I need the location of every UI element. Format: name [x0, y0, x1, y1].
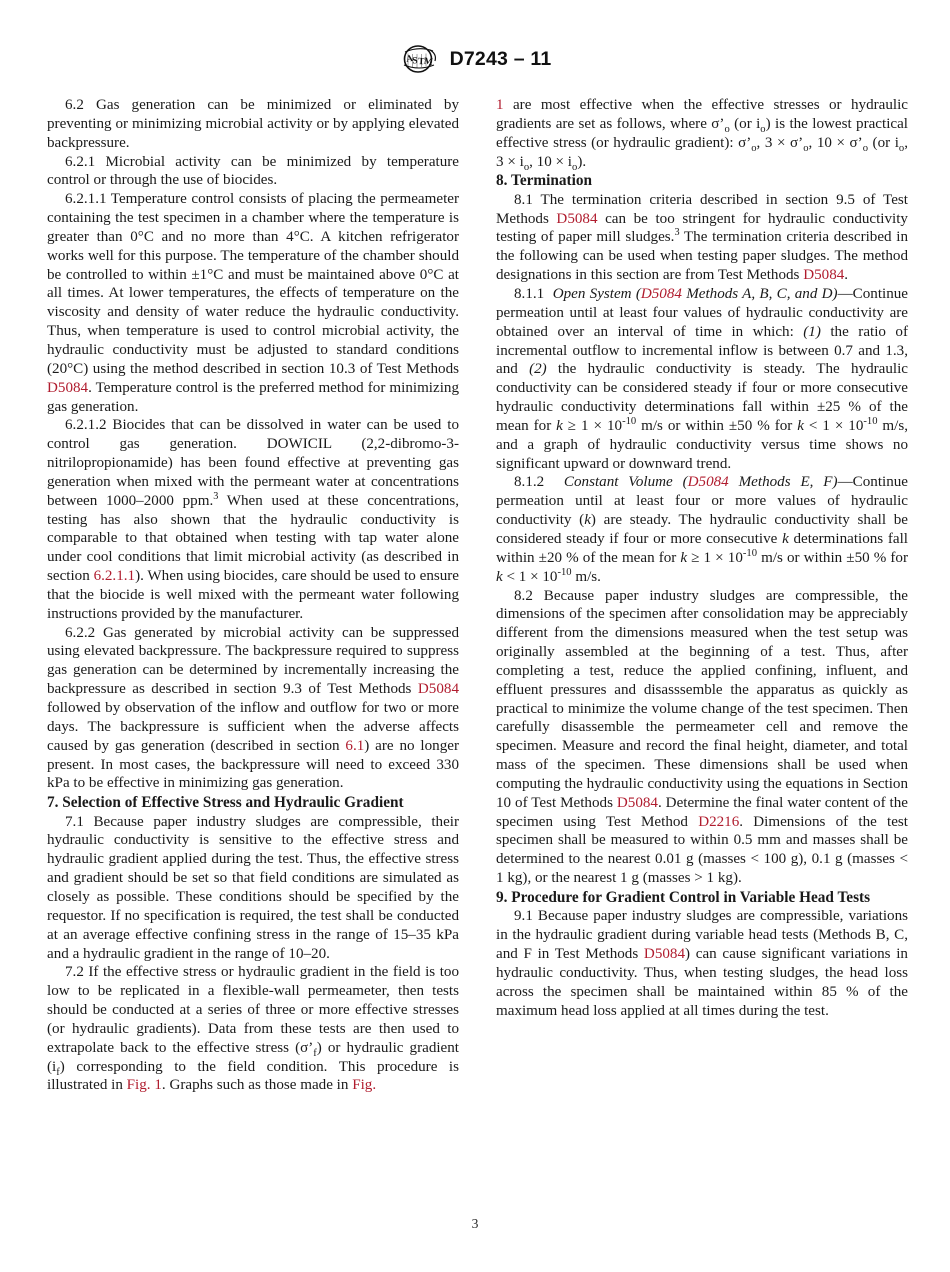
subscript-o: o: [751, 142, 757, 154]
paragraph-8-1-1-label-2: Methods A, B, C, and D): [681, 286, 838, 302]
paragraph-6-2-1-1: [47, 190, 459, 416]
subscript-f: f: [56, 1066, 60, 1078]
paragraph-8-1-2-part1: Continue permeation until at least four or more values of hydraulic conductivity (: [496, 474, 908, 529]
reference-link-d5084[interactable]: D5084: [643, 946, 686, 963]
paragraph-6-2-1-text: 6.2.1 Microbial activity can be minimized by temperature control or through the use of biocides.: [47, 153, 459, 189]
reference-link-section-6-1[interactable]: 6.1: [345, 737, 365, 754]
paragraph-9-1-part1: 9.1 Because paper industry sludges are compressible, variations in the hydraulic gradient during variable head tests (Methods B, C, and F in Test Methods: [496, 908, 908, 963]
paragraph-8-1-1-part5: m/s or within ±50 % for: [636, 417, 798, 434]
body-columns: [47, 96, 908, 1095]
paragraph-8-1-2-part5: m/s or within ±50 % for: [757, 549, 908, 566]
subscript-o: o: [862, 142, 868, 154]
reference-link-fig[interactable]: Fig.: [352, 1077, 377, 1094]
variable-k: k: [782, 530, 789, 547]
paragraph-8-1-1-part6: < 1 × 10: [803, 417, 864, 434]
page-footer: [0, 1216, 950, 1232]
paragraph-8-1-part4: .: [844, 267, 849, 284]
variable-k: k: [797, 417, 804, 434]
left-column: [47, 96, 459, 1095]
paragraph-8-1-2: [496, 473, 908, 586]
reference-link-d5084[interactable]: D5084: [47, 379, 89, 396]
paragraph-7-1: [47, 813, 459, 964]
paragraph-8-1-2-part4: ≥ 1 × 10: [687, 549, 743, 566]
reference-link-d5084[interactable]: D5084: [803, 267, 845, 284]
reference-link-d5084[interactable]: D5084: [616, 794, 658, 811]
page-number: 3: [471, 1216, 479, 1231]
variable-k: k: [680, 549, 688, 566]
section-heading-9: 9. Procedure for Gradient Control in Variable Head Tests: [496, 889, 871, 906]
paragraph-6-2-1-2-part1: 6.2.1.2 Biocides that can be dissolved in water can be used to control gas generation. DOWICIL (2,2-dibromo-3-nitrilopropionamide) has been found effective at preventing gas generation when mixed with the permeant water at concentrations between 1000–2000 ppm.: [47, 417, 459, 509]
reference-link-d2216[interactable]: D2216: [698, 813, 740, 830]
subscript-o: o: [803, 142, 809, 154]
reference-link-d5084[interactable]: D5084: [687, 474, 729, 491]
reference-link-section-6-2-1-1[interactable]: 6.2.1.1: [93, 568, 136, 585]
exponent-minus-10: -10: [742, 547, 757, 559]
paragraph-8-1-1-item-1: (1): [803, 323, 821, 340]
paragraph-8-1-1-item-2: (2): [529, 361, 547, 378]
paragraph-8-1-1-part2: the ratio of incremental outflow to incremental inflow is between 0.7 and 1.3, and: [496, 323, 909, 378]
reference-link-fig-1-carryover[interactable]: 1: [496, 97, 504, 113]
right-column: [496, 96, 908, 1095]
paragraph-7-2-cont-part4: , 3 × σ’: [756, 134, 804, 151]
subscript-o: o: [760, 123, 766, 135]
paragraph-8-1-2-part7: m/s.: [571, 568, 601, 585]
paragraph-6-2-2: [47, 624, 459, 794]
paragraph-9-1-part2: ) can cause significant variations in hydraulic conductivity. Thus, when testing sludges, the head loss across the specimen shall be maintained within 85 % of the maximum head loss applied at all times during the test.: [496, 946, 908, 1019]
paragraph-8-1-2-dash: —: [837, 474, 853, 491]
reference-link-d5084[interactable]: D5084: [556, 210, 598, 227]
paragraph-9-1: [496, 907, 908, 1020]
subscript-o: o: [572, 161, 578, 173]
paragraph-6-2-2-part2: followed by observation of the inflow and outflow for two or more days. The backpressure is sufficient when the adverse affects caused by gas generation (described in section: [47, 700, 459, 754]
variable-k: k: [584, 512, 591, 529]
reference-link-d5084[interactable]: D5084: [417, 681, 459, 698]
paragraph-8-2-part2: . Determine the final water content of the specimen using Test Method: [496, 794, 908, 830]
paragraph-8-1-1-part4: ≥ 1 × 10: [562, 417, 623, 434]
subscript-o: o: [898, 142, 905, 154]
section-heading-7: 7. Selection of Effective Stress and Hydraulic Gradient: [47, 794, 404, 812]
paragraph-8-1-2-part6: < 1 × 10: [502, 568, 558, 585]
paragraph-7-2-cont-part2: (or i: [729, 115, 761, 132]
paragraph-7-2: [47, 963, 459, 1095]
paragraph-7-2-cont-part1: are most effective when the effective stresses or hydraulic gradients are set as follows, where σ’: [496, 97, 908, 132]
paragraph-6-2-2-part1: 6.2.2 Gas generated by microbial activity can be suppressed using elevated backpressure. The backpressure required to suppress gas generation can be determined by incrementally increasing the backpressure as described in section 9.3 of Test Methods: [47, 624, 459, 698]
subscript-f: f: [313, 1047, 317, 1059]
paragraph-8-2: [496, 587, 908, 889]
paragraph-7-2-part2: ) or hydraulic gradient (i: [47, 1039, 459, 1075]
paragraph-8-1: [496, 191, 908, 285]
paragraph-8-1-2-part2: ) are steady. The hydraulic conductivity shall be considered steady if four or more consecutive: [496, 512, 908, 547]
paragraph-8-1-1-part1: Continue permeation until at least four values of hydraulic conductivity are obtained over an interval of time in which:: [496, 286, 908, 340]
paragraph-7-2-cont-part6: (or i: [868, 134, 899, 151]
paragraph-8-1-1-dash: —: [837, 286, 853, 302]
paragraph-6-2-1-2: [47, 416, 459, 623]
paragraph-6-2-text: 6.2 Gas generation can be minimized or eliminated by preventing or minimizing microbial activity or by applying elevated backpressure.: [47, 97, 459, 151]
svg-text:M: M: [422, 56, 434, 68]
paragraph-8-1-2-part3: determinations fall within ±20 % of the mean for: [496, 530, 908, 566]
subscript-o: o: [523, 161, 530, 173]
paragraph-7-2-part1: 7.2 If the effective stress or hydraulic gradient in the field is too low to be replicated in a flexible-wall permeameter, then tests should be conducted at a series of three or more effective stresses (or hydraulic gradients). Data from these tests are then used to extrapolate back to the effective stress (σ’: [47, 964, 459, 1056]
paragraph-7-2-cont-part9: ).: [577, 153, 587, 170]
paragraph-7-2-cont-part8: , 10 × i: [529, 153, 573, 170]
paragraph-8-1-part3: The termination criteria described in the following can be used when testing paper sludges. The method designations in this section are from Test Methods: [496, 229, 908, 284]
paragraph-6-2-1-2-part3: ). When using biocides, care should be used to ensure that the biocide is well mixed with the permeant water following instructions provided by the manufacturer.: [47, 568, 460, 622]
reference-link-fig-1[interactable]: Fig. 1: [126, 1077, 162, 1094]
svg-text:S: S: [411, 56, 418, 67]
paragraph-7-2-part3: ) corresponding to the field condition. This procedure is illustrated in: [47, 1058, 459, 1094]
paragraph-7-2-cont-part5: , 10 × σ’: [808, 134, 863, 151]
paragraph-8-1-1-part3: the hydraulic conductivity is steady. The hydraulic conductivity can be considered steady if four or more consecutive hydraulic conductivity determinations fall within ±25 % of the mean for: [496, 361, 908, 434]
variable-k: k: [496, 568, 503, 585]
paragraph-8-1-1-prefix: 8.1.1: [514, 286, 545, 302]
exponent-minus-10: -10: [863, 415, 878, 427]
paragraph-8-1-1-label-1: Open System (: [552, 286, 641, 302]
svg-text:T: T: [417, 57, 425, 68]
subscript-o: o: [724, 123, 730, 135]
exponent-minus-10: -10: [622, 415, 637, 427]
paragraph-7-2-cont-part7: , 3 × i: [496, 134, 908, 170]
paragraph-8-2-part1: 8.2 Because paper industry sludges are compressible, the dimensions of the specimen after consolidation may be appreciably different from the dimensions measured when the test setup was originally assembled at the beginning of a test. Thus, after completing a test, reduce the applied confining, influent, and effluent pressures and disasssemble the apparatus as quickly as practical to minimize the volume change of the test specimen. Then carefully disassemble the permeameter cell and remove the specimen. Measure and record the final height, diameter, and total mass of the specimen. These dimensions shall be used when computing the hydraulic conductivity using the equations in Section 10 of Test Methods: [496, 587, 908, 811]
exponent-minus-10: -10: [557, 566, 572, 578]
paragraph-6-2-2-part3: ) are no longer present. In most cases, the backpressure will need to exceed 330 kPa to be effective in minimizing gas generation.: [47, 737, 459, 792]
paragraph-6-2-1-1-part2: . Temperature control is the preferred method for minimizing gas generation.: [47, 379, 459, 415]
paragraph-8-1-part1: 8.1 The termination criteria described in section 9.5 of Test Methods: [496, 191, 908, 227]
paragraph-6-2-1: [47, 153, 459, 191]
svg-text:A: A: [404, 53, 414, 65]
paragraph-7-2-part4: . Graphs such as those made in: [161, 1077, 353, 1094]
paragraph-8-1-1-part7: m/s, and a graph of hydraulic conductivity versus time shows no significant upward or downward trend.: [496, 417, 909, 472]
page-header: [0, 44, 950, 74]
section-heading-8: 8. Termination: [496, 172, 593, 190]
paragraph-8-1-part2: can be too stringent for hydraulic conductivity testing of paper mill sludges.: [496, 210, 908, 246]
paragraph-7-2-continued: [496, 96, 908, 171]
paragraph-7-2-cont-part3: ) is the lowest practical effective stress (or hydraulic gradient): σ’: [496, 115, 908, 151]
paragraph-6-2: [47, 96, 459, 153]
paragraph-8-1-2-label-1: Constant Volume (: [563, 474, 688, 491]
astm-logo-icon: [399, 44, 439, 74]
footnote-marker-3[interactable]: 3: [674, 227, 680, 239]
paragraph-6-2-1-2-part2: When used at these concentrations, testing has also shown that the hydraulic conductivity is comparable to that obtained when testing with tap water alone under cool conditions that limit microbial activity (as described in section: [47, 492, 459, 585]
paragraph-8-1-2-label-2: Methods E, F): [728, 474, 838, 491]
paragraph-6-2-1-1-part1: 6.2.1.1 Temperature control consists of placing the permeameter containing the test specimen in a chamber where the temperature is greater than 0°C and no more than 4°C. A kitchen refrigerator works well for this purpose. The temperature of the chamber should be controlled to within ±1°C and must be maintained above 0°C at all times. At lower temperatures, the effects of temperature on the viscosity and density of water reduce the hydraulic conductivity. Thus, when temperature is used to control microbial activity, the hydraulic conductivity must be adjusted to standard conditions (20°C) using the method described in section 10.3 of Test Methods: [47, 191, 459, 377]
document-designation: D7243 – 11: [449, 47, 552, 70]
reference-link-d5084[interactable]: D5084: [640, 286, 682, 302]
paragraph-7-1-text: 7.1 Because paper industry sludges are compressible, their hydraulic conductivity is sensitive to the effective stress and hydraulic gradient applied during the test. Thus, the effective stress and gradient should be set so that field conditions are simulated as closely as possible. These conditions should be specified by the requestor. If no specification is required, the test shall be conducted at an average effective confining stress in the range of 15–35 kPa and a hydraulic gradient in the range of 10–20.: [47, 813, 459, 962]
variable-k: k: [556, 417, 563, 434]
paragraph-8-1-1: [496, 285, 908, 473]
footnote-marker-3[interactable]: 3: [213, 490, 219, 502]
paragraph-8-2-part3: . Dimensions of the test specimen shall be measured to within 0.5 mm and masses shall be determined to the nearest 0.01 g (masses < 100 g), 0.1 g (masses < 1 kg), or the nearest 1 g (masses > 1 kg).: [496, 813, 908, 887]
paragraph-8-1-2-prefix: 8.1.2: [514, 474, 545, 491]
